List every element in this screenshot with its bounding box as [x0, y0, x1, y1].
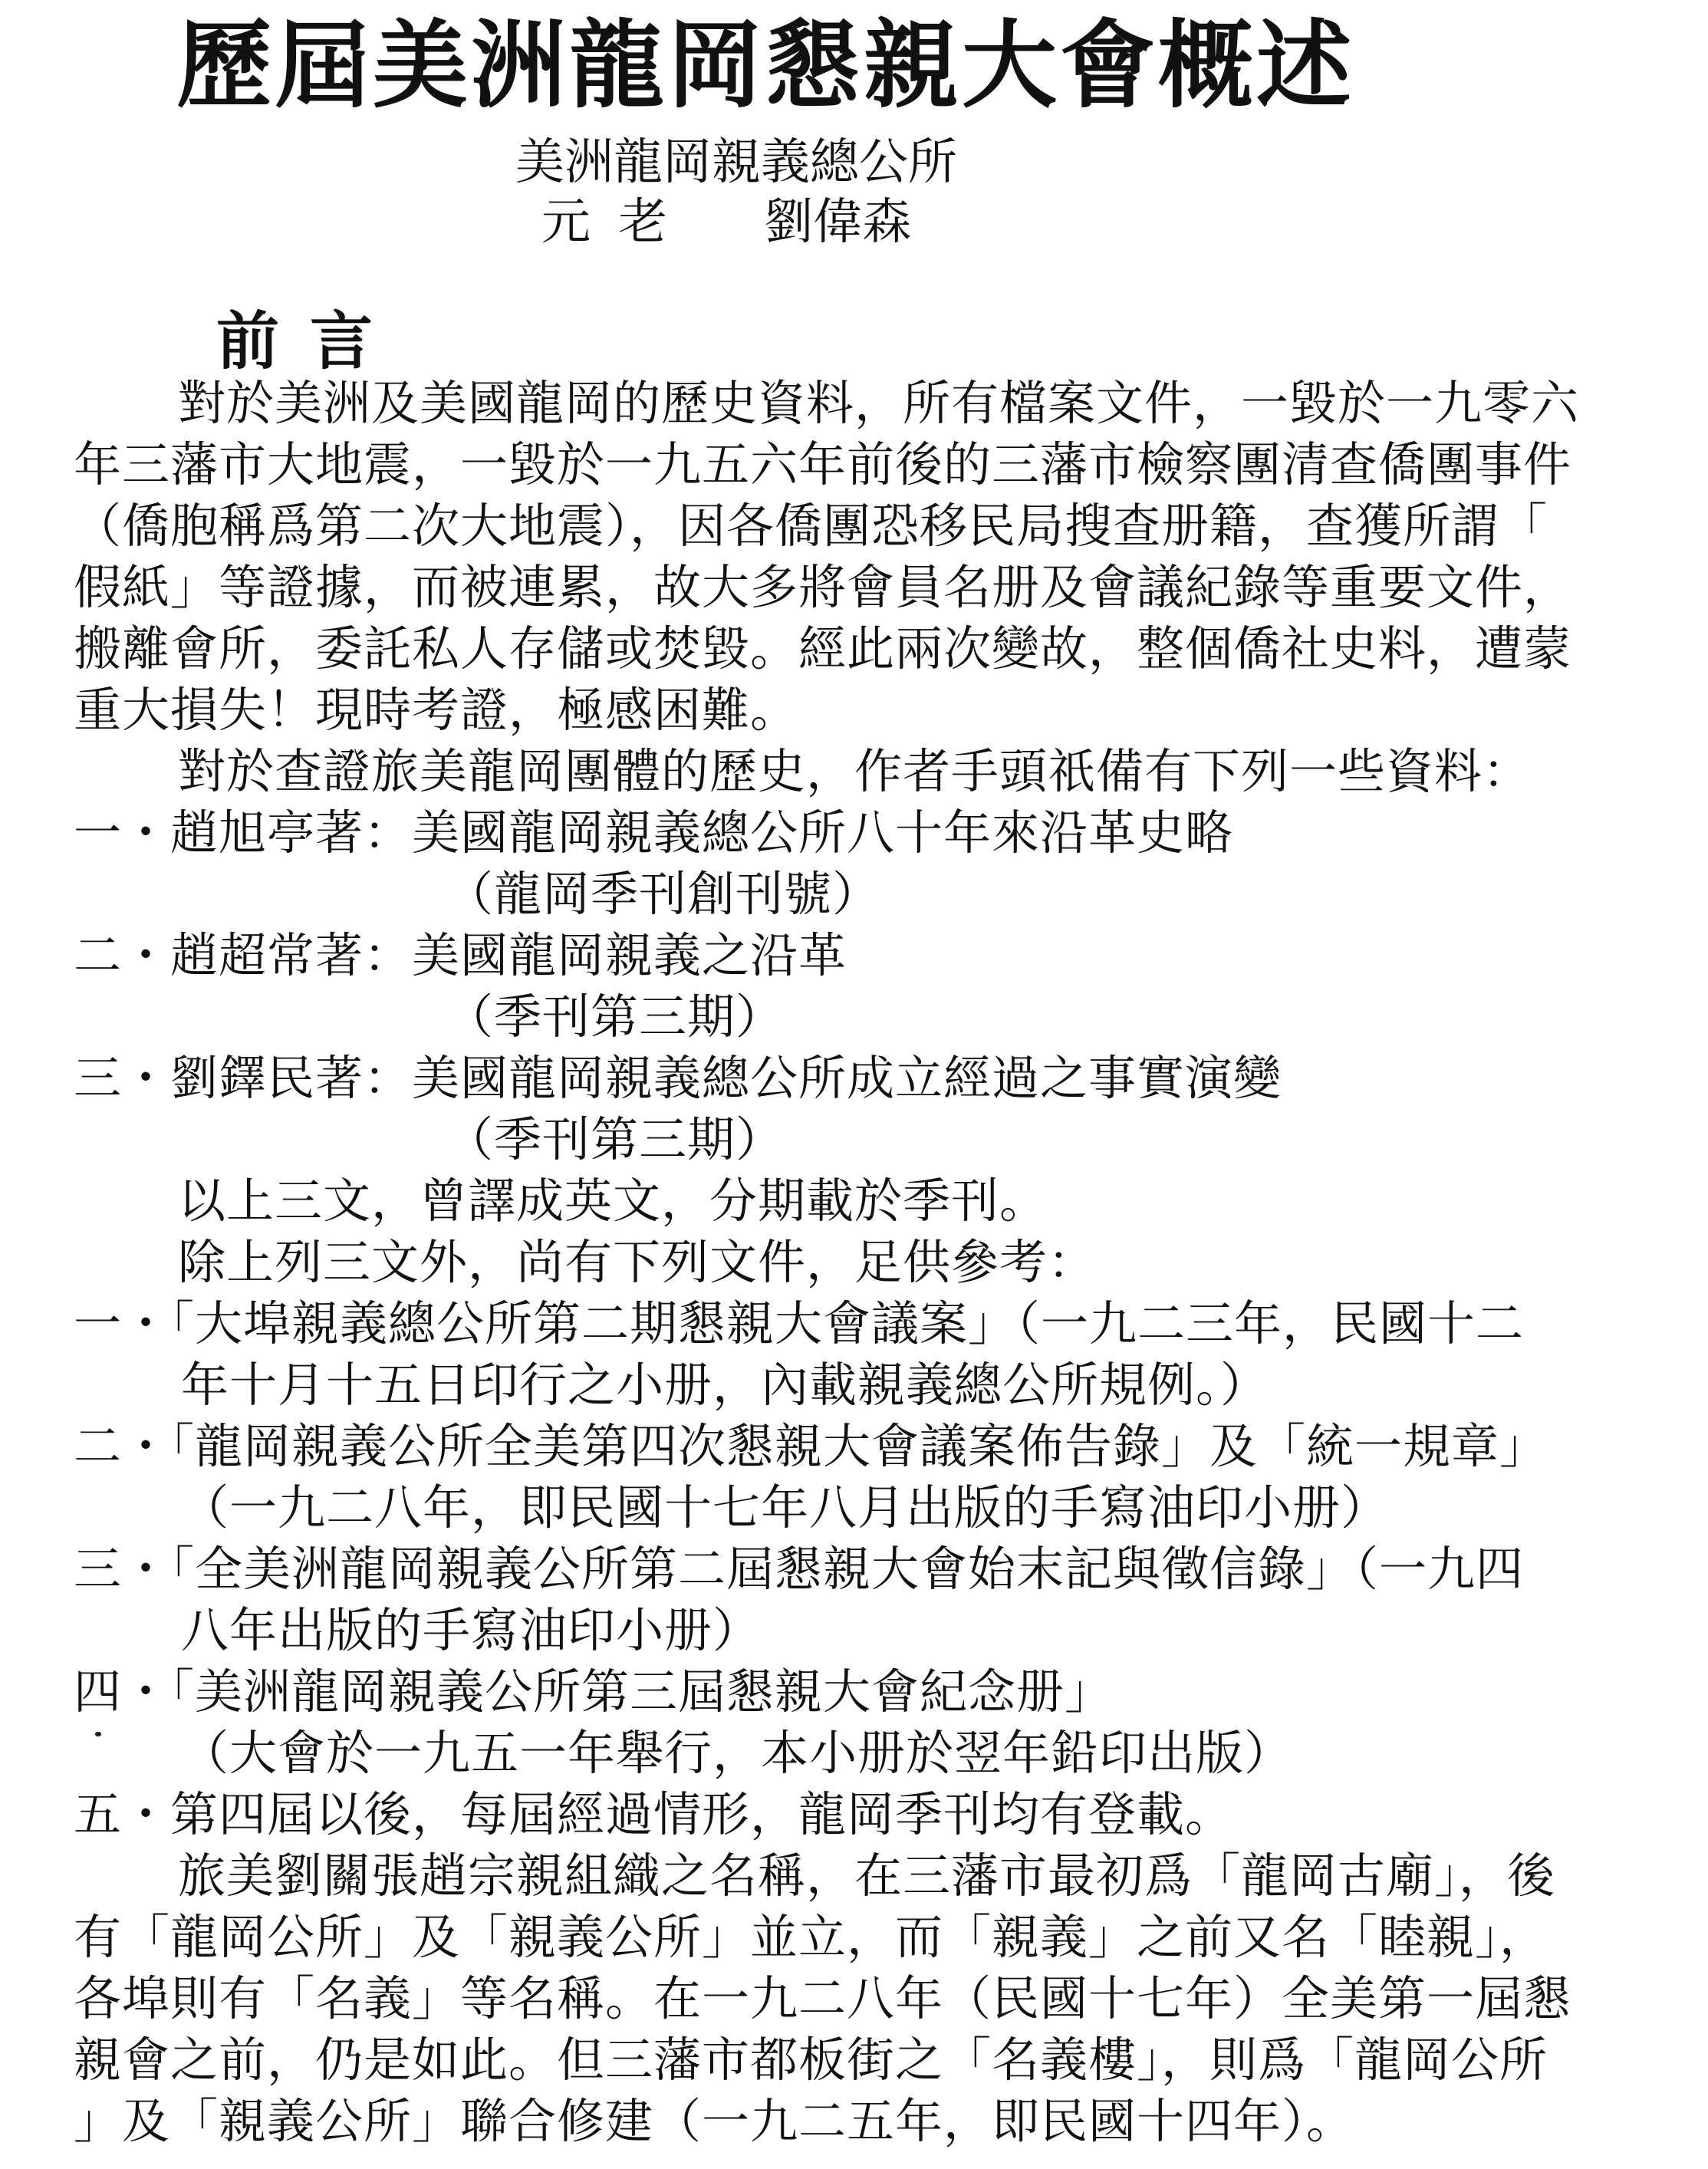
list-item: 三・「全美洲龍岡親義公所第二屆懇親大會始末記與徵信錄」（一九四	[74, 1541, 1525, 1597]
list-item: 二・「龍岡親義公所全美第四次懇親大會議案佈告錄」及「統一規章」	[74, 1418, 1548, 1474]
author-name: 劉偉森	[764, 194, 912, 251]
text-line: 親會之前，仍是如此。但三藩市都板街之「名義樓」，則爲「龍岡公所	[74, 2032, 1548, 2088]
text-line: 對於查證旅美龍岡團體的歷史，作者手頭祇備有下列一些資料：	[178, 743, 1532, 799]
text-line: 年三藩市大地震，一毀於一九五六年前後的三藩市檢察團清查僑團事件	[74, 436, 1572, 492]
list-item: 二・趙超常著：美國龍岡親義之沿革	[74, 927, 847, 983]
text-line: 對於美洲及美國龍岡的歷史資料，所有檔案文件，一毀於一九零六	[178, 375, 1580, 431]
list-item: 一・趙旭亭著：美國龍岡親義總公所八十年來沿革史略	[74, 805, 1234, 861]
author-line	[541, 183, 911, 253]
text-line: 」及「親義公所」聯合修建（一九二五年，即民國十四年）。	[74, 2093, 1355, 2149]
text-line: 各埠則有「名義」等名稱。在一九二八年（民國十七年）全美第一屆懇	[74, 1970, 1572, 2026]
list-item-continued: 年十月十五日印行之小册，內載親義總公所規例。）	[181, 1357, 1269, 1413]
document-title: 歷屆美洲龍岡懇親大會概述	[176, 11, 1355, 121]
text-line: 搬離會所，委託私人存儲或焚毀。經此兩次變故，整個僑社史料，遭蒙	[74, 620, 1572, 676]
list-item-continued: （一九二八年，即民國十七年八月出版的手寫油印小册）	[181, 1479, 1390, 1535]
text-line: 有「龍岡公所」及「親義公所」並立，而「親義」之前又名「睦親」，	[74, 1909, 1548, 1965]
list-item: 五・第四屆以後，每屆經過情形，龍岡季刊均有登載。	[74, 1786, 1234, 1842]
list-item: 三・劉鐸民著：美國龍岡親義總公所成立經過之事實演變	[74, 1050, 1282, 1106]
text-line: 以上三文，曾譯成英文，分期載於季刊。	[178, 1173, 1048, 1229]
text-line: 旅美劉關張趙宗親組織之名稱，在三藩市最初爲「龍岡古廟」，後	[178, 1848, 1556, 1904]
list-item-note: （龍岡季刊創刊號）	[446, 866, 881, 922]
text-line: 除上列三文外，尚有下列文件，足供參考：	[178, 1234, 1097, 1290]
section-heading: 前言	[216, 305, 404, 378]
list-item: 四・「美洲龍岡親義公所第三屆懇親大會紀念册」	[74, 1664, 1114, 1720]
text-line: 假紙」等證據，而被連累，故大多將會員名册及會議紀錄等重要文件，	[74, 559, 1572, 615]
text-line: 重大損失！現時考證，極感困難。	[74, 682, 799, 738]
list-item-continued: 八年出版的手寫油印小册）	[181, 1602, 762, 1658]
text-line: （僑胞稱爲第二次大地震），因各僑團恐移民局搜查册籍，查獲所謂「	[74, 498, 1548, 554]
list-item: 一・「大埠親義總公所第二期懇親大會議案」（一九二三年，民國十二	[74, 1295, 1525, 1351]
scan-speck	[95, 1732, 101, 1736]
list-item-note: （季刊第三期）	[446, 989, 785, 1045]
list-item-continued: （大會於一九五一年舉行，本小册於翌年鉛印出版）	[181, 1725, 1293, 1781]
organization-name: 美洲龍岡親義總公所	[515, 134, 957, 191]
list-item-note: （季刊第三期）	[446, 1111, 785, 1167]
author-role: 元老	[541, 194, 695, 251]
body-text	[74, 373, 1677, 2152]
